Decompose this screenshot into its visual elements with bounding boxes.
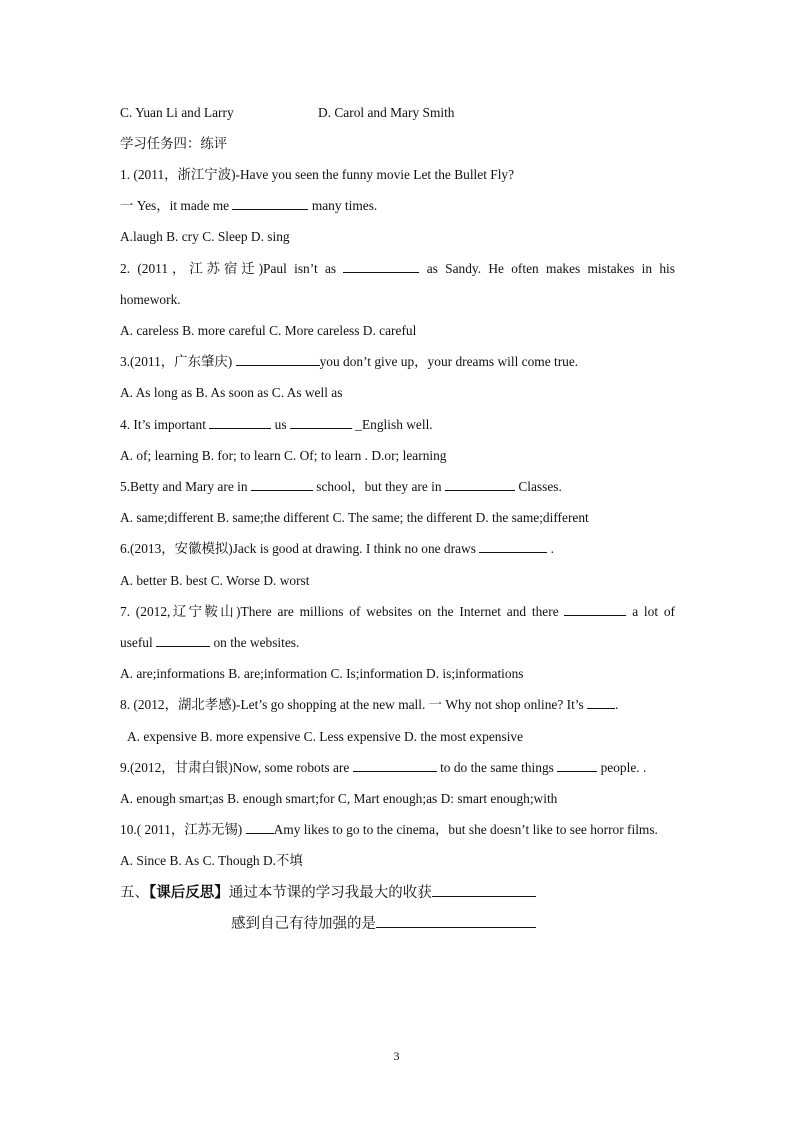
q3-options: A. As long as B. As soon as C. As well as xyxy=(120,385,343,400)
q7-options: A. are;informations B. are;information C. Is;information D. is;informations xyxy=(120,666,524,681)
q7-stem: 7. (2012,辽宁鞍山)There are millions of websites on the Internet and there a lot of xyxy=(120,604,675,619)
options-prev-question: C. Yuan Li and Larry D. Carol and Mary Smith xyxy=(120,105,455,120)
q10-options: A. Since B. As C. Though D.不填 xyxy=(120,853,303,868)
q2-line2: homework. xyxy=(120,292,181,307)
answer-blank xyxy=(290,416,352,429)
q7-line2: useful on the websites. xyxy=(120,635,300,650)
q1-stem: 1. (2011，浙江宁波)-Have you seen the funny movie Let the Bullet Fly? xyxy=(120,167,515,182)
q8-options: A. expensive B. more expensive C. Less expensive D. the most expensive xyxy=(127,729,524,744)
q6-options: A. better B. best C. Worse D. worst xyxy=(120,573,310,588)
answer-blank xyxy=(251,478,313,491)
q5-options: A. same;different B. same;the different C. The same; the different D. the same;different xyxy=(120,510,589,525)
q9-options: A. enough smart;as B. enough smart;for C, Mart enough;as D: smart enough;with xyxy=(120,791,558,806)
answer-blank xyxy=(232,197,308,210)
answer-blank xyxy=(343,260,419,273)
answer-blank xyxy=(353,759,437,772)
q6-stem: 6.(2013，安徽模拟)Jack is good at drawing. I think no one draws . xyxy=(120,541,554,556)
answer-blank xyxy=(246,821,274,834)
q1-line2: 一 Yes，it made me many times. xyxy=(120,198,378,213)
q5-stem: 5.Betty and Mary are in school，but they are in Classes. xyxy=(120,479,562,494)
q8-stem: 8. (2012，湖北孝感)-Let’s go shopping at the new mall. 一 Why not shop online? It’s . xyxy=(120,697,619,712)
q9-stem: 9.(2012，甘肃白银)Now, some robots are to do the same things people. . xyxy=(120,760,647,775)
reflection-label: 【课后反思】 xyxy=(149,885,229,901)
answer-blank xyxy=(445,478,515,491)
task-title: 学习任务四：练评 xyxy=(120,136,228,151)
q2-options: A. careless B. more careful C. More careless D. careful xyxy=(120,323,417,338)
page-number: 3 xyxy=(393,1049,400,1063)
q2-stem: 2. (2011，江苏宿迁)Paul isn’t as as Sandy. He often makes mistakes in his xyxy=(120,261,675,276)
answer-blank xyxy=(587,696,615,709)
answer-blank xyxy=(156,634,210,647)
answer-blank xyxy=(236,353,320,366)
q4-stem: 4. It’s important us _English well. xyxy=(120,417,433,432)
q3-stem: 3.(2011，广东肇庆) you don’t give up，your dreams will come true. xyxy=(120,354,579,369)
answer-blank xyxy=(557,759,597,772)
answer-blank xyxy=(376,915,536,928)
answer-blank xyxy=(564,603,626,616)
answer-blank xyxy=(209,416,271,429)
reflection-heading: 五、【课后反思】通过本节课的学习我最大的收获 xyxy=(120,884,675,902)
reflection-line2: 感到自己有待加强的是 xyxy=(231,915,786,933)
q4-options: A. of; learning B. for; to learn C. Of; to learn . D.or; learning xyxy=(120,448,447,463)
answer-blank xyxy=(432,884,536,897)
q1-options: A.laugh B. cry C. Sleep D. sing xyxy=(120,229,290,244)
answer-blank xyxy=(479,540,547,553)
q10-stem: 10.( 2011，江苏无锡) Amy likes to go to the cinema，but she doesn’t like to see horror films. xyxy=(120,822,658,837)
